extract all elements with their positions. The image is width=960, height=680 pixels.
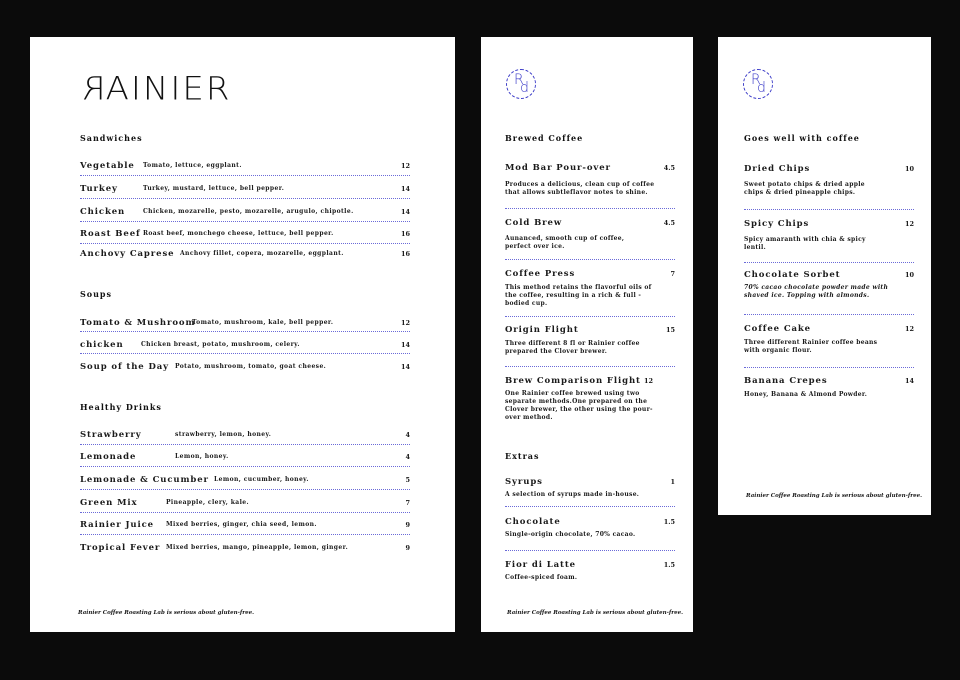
menu-item: Coffee Press 7 This method retains the flavorful oils of the coffee, resulting in a rich & full - bodied cup. bbox=[505, 269, 675, 317]
menu-row: Green Mix Pineapple, clery, kale. 7 bbox=[80, 498, 410, 513]
section-title-brewed-coffee: Brewed Coffee bbox=[505, 133, 584, 143]
menu-row: chicken Chicken breast, potato, mushroom, celery. 14 bbox=[80, 340, 410, 354]
menu-row: Vegetable Tomato, lettuce, eggplant. 12 bbox=[80, 161, 410, 176]
menu-row: Rainier Juice Mixed berries, ginger, chia seed, lemon. 9 bbox=[80, 520, 410, 535]
menu-card-coffee bbox=[481, 37, 693, 632]
rainier-monogram-icon: R d bbox=[506, 69, 536, 99]
menu-item: Mod Bar Pour-over 4.5 Produces a delicious, clean cup of coffee that allows subtleflavor notes to shine. bbox=[505, 163, 675, 209]
section-title-goes-well-with-coffee: Goes well with coffee bbox=[744, 133, 860, 143]
footer-note: Rainier Coffee Roasting Lab is serious about gluten-free. bbox=[746, 493, 923, 499]
menu-item: Fior di Latte 1.5 Coffee-spiced foam. bbox=[505, 560, 675, 581]
menu-row: Lemonade Lemon, honey. 4 bbox=[80, 452, 410, 467]
rainier-monogram-icon: R d bbox=[743, 69, 773, 99]
menu-item: Dried Chips 10 Sweet potato chips & dried apple chips & dried pineapple chips. bbox=[744, 164, 914, 210]
menu-row: Roast Beef Roast beef, monchego cheese, lettuce, bell pepper. 16 bbox=[80, 229, 410, 244]
menu-row: Tropical Fever Mixed berries, mango, pineapple, lemon, ginger. 9 bbox=[80, 543, 410, 553]
menu-row: Lemonade & Cucumber Lemon, cucumber, honey. 5 bbox=[80, 475, 410, 490]
menu-item: Coffee Cake 12 Three different Rainier coffee beans with organic flour. bbox=[744, 324, 914, 368]
rainier-logo: RAINIER bbox=[80, 70, 232, 108]
menu-row: Strawberry strawberry, lemon, honey. 4 bbox=[80, 430, 410, 445]
menu-item: Syrups 1 A selection of syrups made in-house. bbox=[505, 477, 675, 507]
footer-note: Rainier Coffee Roasting Lab is serious about gluten-free. bbox=[78, 610, 255, 616]
section-title-soups: Soups bbox=[80, 289, 113, 299]
menu-row: Chicken Chicken, mozarelle, pesto, mozarelle, arugulo, chipotle. 14 bbox=[80, 207, 410, 222]
menu-card-snacks bbox=[718, 37, 931, 515]
menu-item: Chocolate Sorbet 10 70% cacao chocolate powder made with shaved ice. Topping with almonds. bbox=[744, 270, 914, 315]
section-title-extras: Extras bbox=[505, 451, 540, 461]
menu-row: Anchovy Caprese Anchovy fillet, copera, mozarelle, eggplant. 16 bbox=[80, 249, 410, 259]
menu-item: Spicy Chips 12 Spicy amaranth with chia & spicy lentil. bbox=[744, 219, 914, 263]
menu-card-food bbox=[30, 37, 455, 632]
menu-item: Chocolate 1.5 Single-origin chocolate, 70% cacao. bbox=[505, 517, 675, 551]
footer-note: Rainier Coffee Roasting Lab is serious about gluten-free. bbox=[507, 610, 684, 616]
section-title-healthy-drinks: Healthy Drinks bbox=[80, 402, 162, 412]
menu-item: Origin Flight 15 Three different 8 fl or Rainier coffee prepared the Clover brewer. bbox=[505, 325, 675, 367]
menu-item: Banana Crepes 14 Honey, Banana & Almond Powder. bbox=[744, 376, 914, 398]
menu-item: Brew Comparison Flight 12 One Rainier coffee brewed using two separate methods.One prepared on the Clover brewer, the other using the pour-over method. bbox=[505, 376, 653, 421]
menu-row: Turkey Turkey, mustard, lettuce, bell pepper. 14 bbox=[80, 184, 410, 199]
menu-item: Cold Brew 4.5 Aunanced, smooth cup of coffee, perfect over ice. bbox=[505, 218, 675, 260]
menu-row: Soup of the Day Potato, mushroom, tomato, goat cheese. 14 bbox=[80, 362, 410, 372]
section-title-sandwiches: Sandwiches bbox=[80, 133, 143, 143]
menu-row: Tomato & Mushroom Tomato, mushroom, kale, bell pepper. 12 bbox=[80, 318, 410, 332]
